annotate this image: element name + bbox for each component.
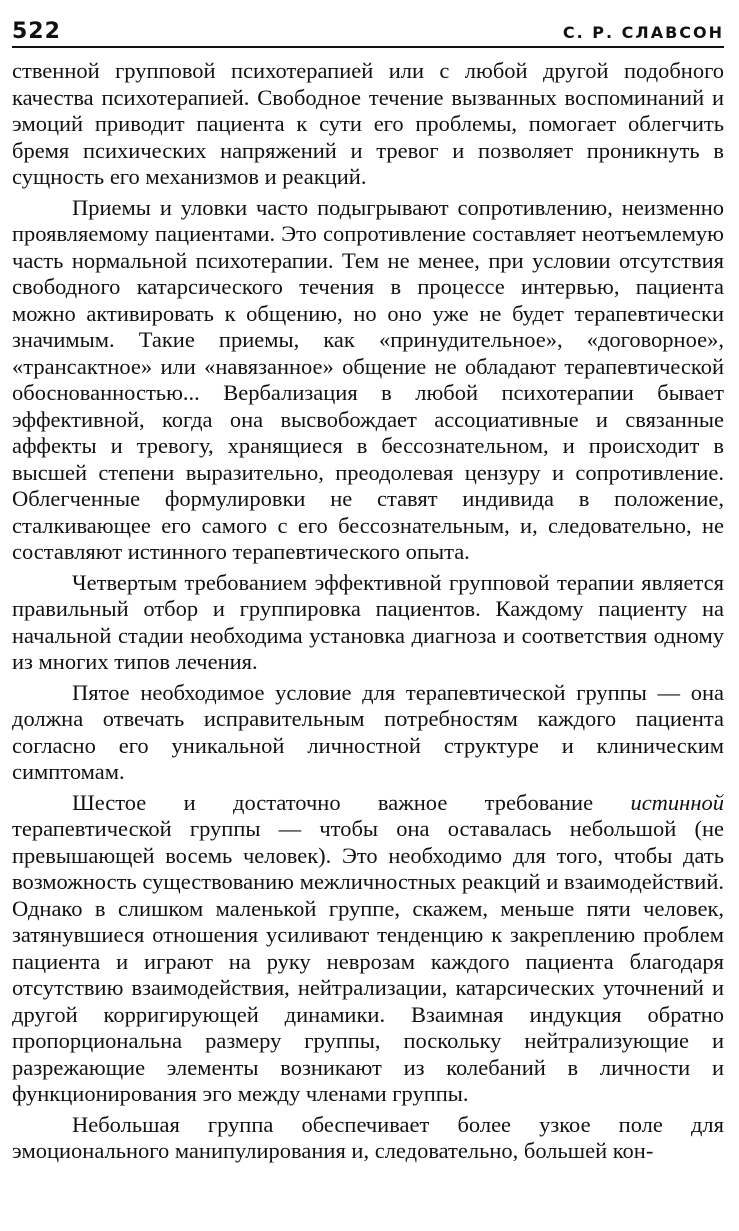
page-header (12, 16, 724, 48)
paragraph-resistance: Приемы и уловки часто подыгрывают сопротивлению, неизменно проявляемому пациентами. Это сопротивление составляет неотъемлемую часть нормальной психотерапии. Тем не менее, при условии отсутствия свободного катарсического течения в процессе интервью, пациента можно активировать к общению, но оно уже не будет терапевтически значимым. Такие приемы, как «принудительное», «договорное», «трансактное» или «навязанное» общение не обладают терапевтической обоснованностью... Вербализация в любой психотерапии бывает эффективной, когда она высвобождает ассоциативные и связанные аффекты и тревогу, хранящиеся в бессознательном, и происходит в высшей степени выразительно, преодолевая цензуру и сопротивление. Облегченные формулировки не ставят индивида в положение, сталкивающее его самого с его бессознательным, и, следовательно, не составляют истинного терапевтического опыта. (12, 194, 724, 564)
running-head-author: С. Р. СЛАВСОН (562, 23, 724, 42)
paragraph-fourth-requirement: Четвертым требованием эффективной групповой терапии является правильный отбор и группировка пациентов. Каждому пациенту на начальной стадии необходима установка диагноза и соответствия одному из многих типов лечения. (12, 569, 724, 674)
paragraph-sixth-requirement (12, 790, 724, 1108)
paragraph-sixth-start: Шестое и достаточно важное требование (72, 789, 631, 815)
emphasis-true: истинной (630, 789, 724, 815)
paragraph-fifth-requirement: Пятое необходимое условие для терапевтической группы — она должна отвечать исправительным потребностям каждого пациента согласно его уникальной личностной структуре и клиническим симптомам. (12, 679, 724, 784)
paragraph-small-group: Небольшая группа обеспечивает более узкое поле для эмоционального манипулирования и, следовательно, большей кон- (12, 1111, 724, 1163)
body-text (12, 58, 724, 1165)
paragraph-sixth-rest: терапевтической группы — чтобы она оставалась небольшой (не превышающей восемь человек). Это необходимо для того, чтобы дать возможность существованию межличностных реакций и взаимодействий. Однако в слишком маленькой группе, скажем, меньше пяти человек, затянувшиеся отношения усиливают тенденцию к закреплению проблем пациента и играют на руку неврозам каждого пациента благодаря отсутствию взаимодействия, нейтрализации, катарсических уточнений и другой корригирующей динамики. Взаимная индукция обратно пропорциональна размеру группы, поскольку нейтрализующие и разрежающие элементы возникают из колебаний в личности и функционирования эго между членами группы. (12, 816, 724, 1106)
paragraph-continued: ственной групповой психотерапией или с любой другой подобного качества психотерапией. Свободное течение вызванных воспоминаний и эмоций приводит пациента к сути его проблемы, помогает облегчить бремя психических напряжений и тревог и позволяет проникнуть в сущность его механизмов и реакций. (12, 58, 724, 189)
book-page (12, 16, 724, 1169)
page-number: 522 (12, 19, 61, 44)
